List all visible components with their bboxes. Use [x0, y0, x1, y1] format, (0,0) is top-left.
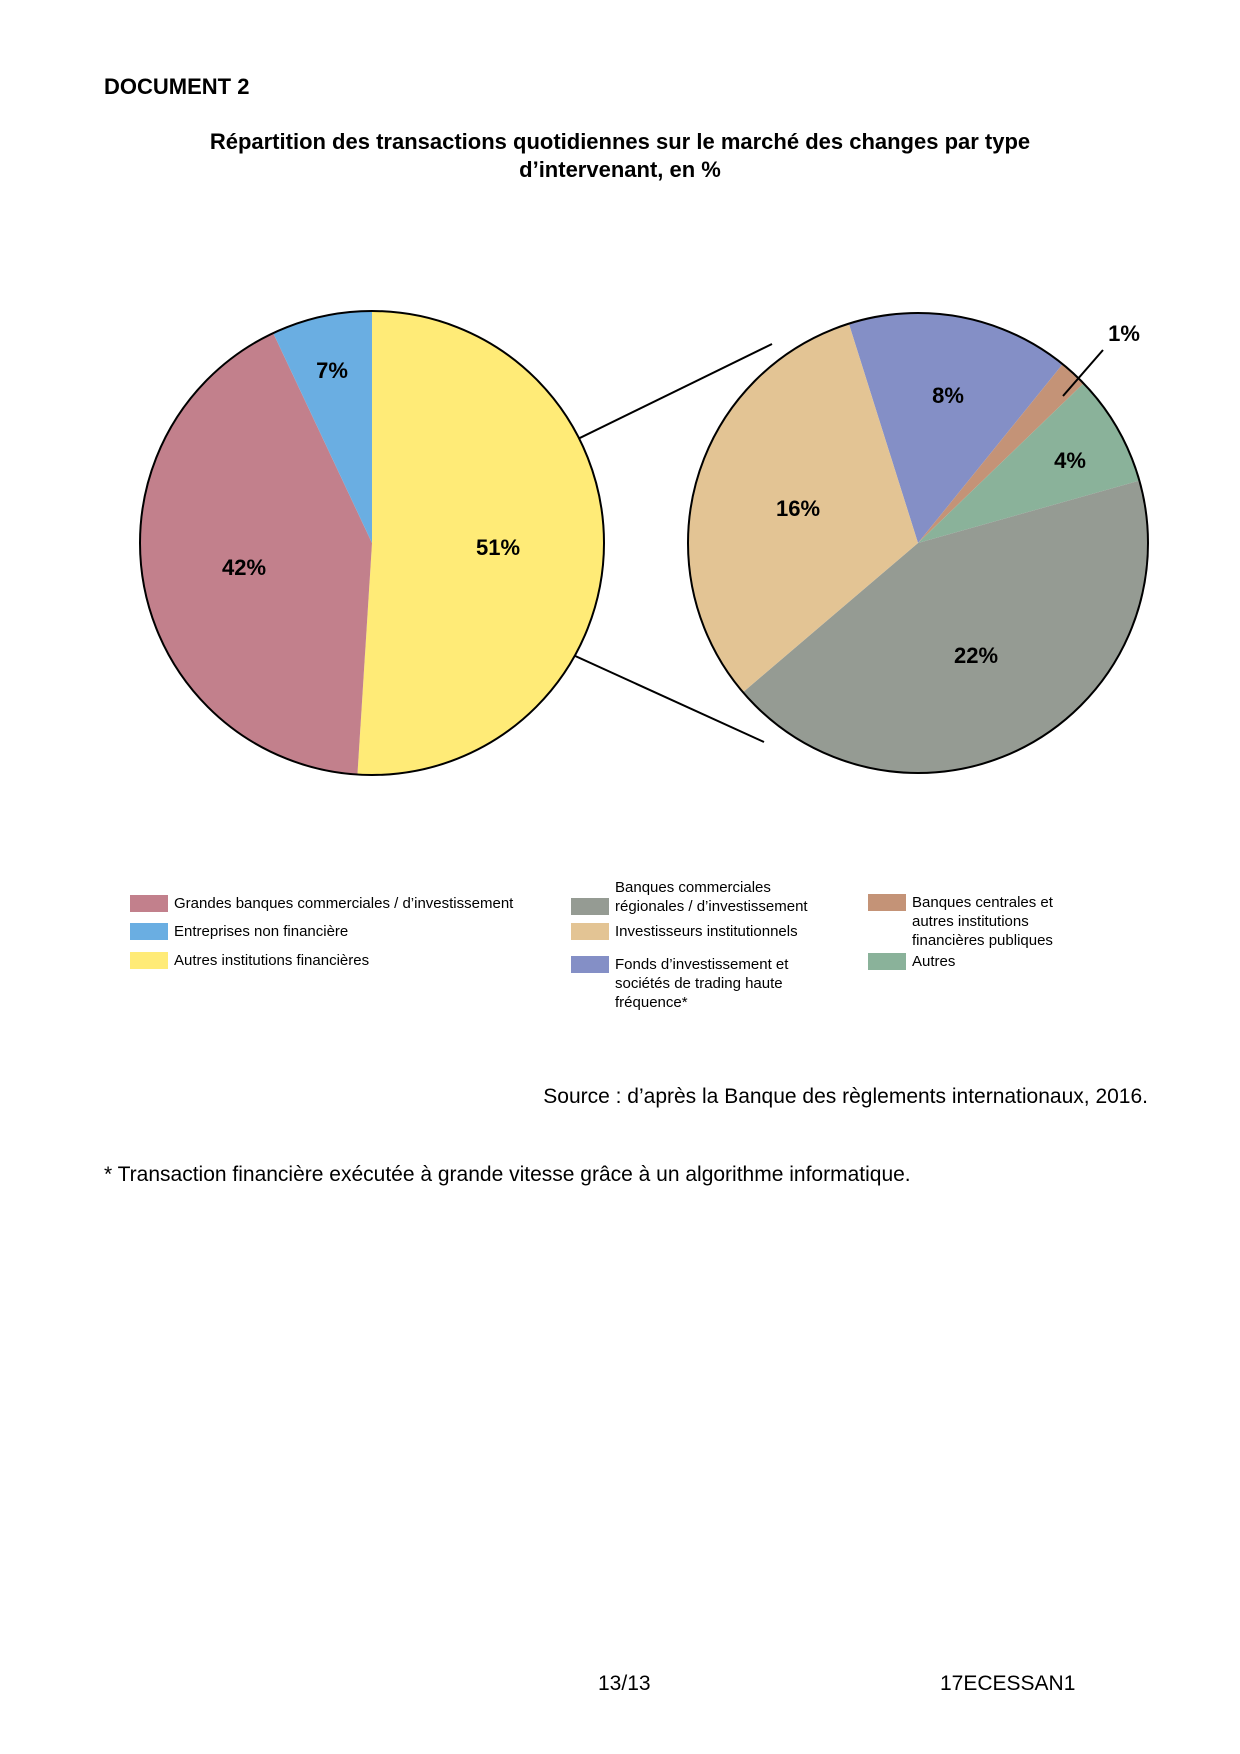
legend-label-line: fréquence*	[615, 994, 688, 1011]
slice-label: 4%	[1054, 447, 1086, 473]
legend-label	[174, 951, 369, 970]
legend-swatch	[571, 923, 609, 940]
slice-label: 7%	[316, 357, 348, 383]
legend-label-line: régionales / d’investissement	[615, 898, 808, 915]
legend-swatch	[571, 956, 609, 973]
legend-label-line: Banques centrales et	[912, 894, 1053, 911]
chart-title-line-2: d’intervenant, en %	[519, 157, 721, 182]
slice-label: 16%	[775, 495, 821, 521]
slice-label: 51%	[475, 534, 521, 560]
legend-label-line: autres institutions	[912, 913, 1029, 930]
legend-swatch	[130, 923, 168, 940]
legend-swatch	[868, 894, 906, 911]
footnote: * Transaction financière exécutée à grande vitesse grâce à un algorithme informatique.	[104, 1163, 911, 1186]
slice-label: 1%	[1108, 320, 1140, 346]
chart-title-line-1: Répartition des transactions quotidiennes sur le marché des changes par type	[209, 129, 1031, 154]
legend-label-line: Entreprises non financière	[174, 923, 349, 940]
legend-label-line: sociétés de trading haute	[615, 975, 783, 992]
legend-label	[174, 922, 348, 941]
slice-label: 22%	[953, 642, 999, 668]
page-number: 13/13	[598, 1672, 651, 1695]
legend-label	[174, 894, 513, 913]
legend-label	[615, 878, 808, 916]
legend-label-line: Investisseurs institutionnels	[615, 923, 798, 940]
legend-swatch	[130, 895, 168, 912]
legend-label	[615, 922, 798, 941]
legend-label	[615, 955, 788, 1012]
legend-label-line: Fonds d’investissement et	[615, 956, 789, 973]
legend-label-line: financières publiques	[912, 932, 1053, 949]
legend-label-line: Banques commerciales	[615, 879, 771, 896]
document-label: DOCUMENT 2	[104, 74, 250, 99]
legend-swatch	[571, 898, 609, 915]
legend-swatch	[130, 952, 168, 969]
slice-label: 8%	[932, 382, 964, 408]
legend-label-line: Autres	[912, 953, 956, 970]
slice-label: 42%	[221, 554, 267, 580]
legend-label	[912, 952, 955, 971]
legend-label	[912, 893, 1053, 950]
legend-label-line: Autres institutions financières	[174, 952, 370, 969]
legend-label-line: Grandes banques commerciales / d’investissement	[174, 895, 514, 912]
source-note: Source : d’après la Banque des règlements internationaux, 2016.	[543, 1085, 1148, 1108]
legend-swatch	[868, 953, 906, 970]
document-code: 17ECESSAN1	[940, 1672, 1076, 1695]
